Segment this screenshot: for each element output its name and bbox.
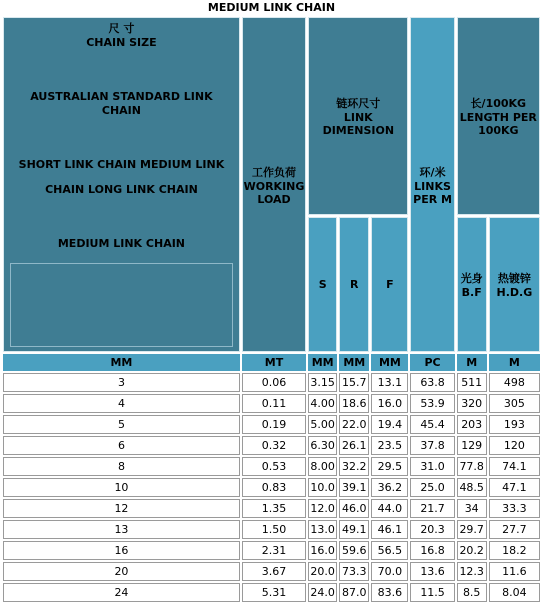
bf-cn: 光身 [460, 272, 483, 286]
table-cell: 39.1 [339, 478, 369, 497]
length-per-100kg-header [457, 17, 540, 215]
table-cell: 5.31 [242, 583, 306, 602]
chain-types-line2: CHAIN LONG LINK CHAIN [45, 183, 198, 196]
unit-cell: MM [339, 354, 369, 371]
table-cell: 4 [3, 394, 240, 413]
table-cell: 16.8 [410, 541, 454, 560]
sub-header-f: F [371, 217, 408, 352]
units-row [3, 354, 540, 371]
table-cell: 0.11 [242, 394, 306, 413]
table-cell: 3 [3, 373, 240, 392]
chain-size-en: CHAIN SIZE [86, 36, 157, 49]
table-cell: 0.53 [242, 457, 306, 476]
table-cell: 8.04 [489, 583, 540, 602]
table-cell: 0.83 [242, 478, 306, 497]
image-placeholder-box [10, 263, 233, 347]
chain-spec-table [1, 15, 542, 604]
dimension-en1: LINK [343, 111, 373, 125]
table-cell: 53.9 [410, 394, 454, 413]
bf-en: B.F [461, 286, 482, 300]
working-load-cn: 工作负荷 [252, 165, 296, 179]
table-cell: 16.0 [308, 541, 337, 560]
table-cell: 20.0 [308, 562, 337, 581]
table-cell: 37.8 [410, 436, 454, 455]
table-cell: 56.5 [371, 541, 408, 560]
chain-types-line1: SHORT LINK CHAIN MEDIUM LINK [18, 158, 225, 171]
table-cell: 34 [457, 499, 487, 518]
table-cell: 77.8 [457, 457, 487, 476]
table-row [3, 499, 540, 518]
table-cell: 13 [3, 520, 240, 539]
working-load-header [242, 17, 306, 352]
unit-cell: MM [3, 354, 240, 371]
table-cell: 129 [457, 436, 487, 455]
table-cell: 47.1 [489, 478, 540, 497]
table-cell: 48.5 [457, 478, 487, 497]
table-cell: 1.50 [242, 520, 306, 539]
table-cell: 511 [457, 373, 487, 392]
sub-header-s: S [308, 217, 337, 352]
table-cell: 24 [3, 583, 240, 602]
table-cell: 16.0 [371, 394, 408, 413]
table-row [3, 478, 540, 497]
table-cell: 31.0 [410, 457, 454, 476]
table-cell: 18.2 [489, 541, 540, 560]
table-cell: 11.6 [489, 562, 540, 581]
table-cell: 87.0 [339, 583, 369, 602]
table-cell: 15.7 [339, 373, 369, 392]
table-cell: 11.5 [410, 583, 454, 602]
table-cell: 6 [3, 436, 240, 455]
unit-cell: MT [242, 354, 306, 371]
table-cell: 0.06 [242, 373, 306, 392]
sub-header-bf [457, 217, 487, 352]
dimension-cn: 链环尺寸 [336, 97, 381, 111]
table-cell: 29.5 [371, 457, 408, 476]
table-cell: 33.3 [489, 499, 540, 518]
table-cell: 20.2 [457, 541, 487, 560]
table-cell: 32.2 [339, 457, 369, 476]
table-cell: 12.0 [308, 499, 337, 518]
table-cell: 24.0 [308, 583, 337, 602]
table-cell: 498 [489, 373, 540, 392]
table-cell: 2.31 [242, 541, 306, 560]
unit-cell: MM [308, 354, 337, 371]
links-cn: 环/米 [419, 165, 446, 179]
table-cell: 13.6 [410, 562, 454, 581]
length-cn: 长/100KG [470, 97, 527, 111]
table-cell: 12.3 [457, 562, 487, 581]
table-cell: 25.0 [410, 478, 454, 497]
table-cell: 83.6 [371, 583, 408, 602]
table-cell: 20 [3, 562, 240, 581]
table-cell: 3.15 [308, 373, 337, 392]
table-cell: 5.00 [308, 415, 337, 434]
table-cell: 29.7 [457, 520, 487, 539]
chain-size-cn: 尺 寸 [108, 22, 135, 35]
table-cell: 320 [457, 394, 487, 413]
working-load-en1: WORKING [243, 179, 305, 193]
table-cell: 20.3 [410, 520, 454, 539]
table-row [3, 520, 540, 539]
unit-cell: M [489, 354, 540, 371]
table-cell: 18.6 [339, 394, 369, 413]
table-cell: 13.1 [371, 373, 408, 392]
table-cell: 305 [489, 394, 540, 413]
table-cell: 1.35 [242, 499, 306, 518]
table-cell: 5 [3, 415, 240, 434]
sub-header-r: R [339, 217, 369, 352]
sub-header-hdg [489, 217, 540, 352]
table-cell: 73.3 [339, 562, 369, 581]
link-dimension-header [308, 17, 408, 215]
table-cell: 6.30 [308, 436, 337, 455]
standard-label: AUSTRALIAN STANDARD LINK CHAIN [30, 90, 213, 117]
table-cell: 44.0 [371, 499, 408, 518]
dimension-en2: DIMENSION [322, 124, 395, 138]
table-cell: 19.4 [371, 415, 408, 434]
table-cell: 16 [3, 541, 240, 560]
table-cell: 46.1 [371, 520, 408, 539]
table-row [3, 562, 540, 581]
hdg-en: H.D.G [496, 286, 533, 300]
table-cell: 4.00 [308, 394, 337, 413]
table-row [3, 394, 540, 413]
links-en2: PER M [413, 192, 452, 206]
table-cell: 12 [3, 499, 240, 518]
links-en1: LINKS [414, 179, 451, 193]
chain-size-header [3, 17, 240, 352]
table-row [3, 415, 540, 434]
table-cell: 0.32 [242, 436, 306, 455]
table-cell: 120 [489, 436, 540, 455]
table-cell: 8.5 [457, 583, 487, 602]
table-cell: 70.0 [371, 562, 408, 581]
unit-cell: MM [371, 354, 408, 371]
working-load-en2: LOAD [257, 192, 291, 206]
hdg-cn: 热镀锌 [497, 272, 531, 286]
table-cell: 8.00 [308, 457, 337, 476]
table-cell: 27.7 [489, 520, 540, 539]
table-cell: 10.0 [308, 478, 337, 497]
table-cell: 8 [3, 457, 240, 476]
table-cell: 59.6 [339, 541, 369, 560]
table-title: MEDIUM LINK CHAIN [207, 1, 336, 14]
table-cell: 22.0 [339, 415, 369, 434]
table-cell: 23.5 [371, 436, 408, 455]
unit-cell: PC [410, 354, 454, 371]
table-cell: 10 [3, 478, 240, 497]
table-cell: 193 [489, 415, 540, 434]
table-cell: 46.0 [339, 499, 369, 518]
table-cell: 0.19 [242, 415, 306, 434]
length-en2: 100KG [478, 124, 519, 138]
table-cell: 3.67 [242, 562, 306, 581]
table-row [3, 373, 540, 392]
table-cell: 13.0 [308, 520, 337, 539]
table-cell: 203 [457, 415, 487, 434]
table-cell: 21.7 [410, 499, 454, 518]
table-row [3, 457, 540, 476]
table-row [3, 583, 540, 602]
table-row [3, 436, 540, 455]
data-rows [3, 373, 540, 602]
table-cell: 36.2 [371, 478, 408, 497]
table-cell: 63.8 [410, 373, 454, 392]
table-cell: 74.1 [489, 457, 540, 476]
medium-label: MEDIUM LINK CHAIN [57, 237, 186, 250]
links-per-m-header [410, 17, 454, 352]
table-row [3, 541, 540, 560]
unit-cell: M [457, 354, 487, 371]
table-cell: 49.1 [339, 520, 369, 539]
table-cell: 26.1 [339, 436, 369, 455]
table-cell: 45.4 [410, 415, 454, 434]
length-en1: LENGTH PER [459, 111, 537, 125]
